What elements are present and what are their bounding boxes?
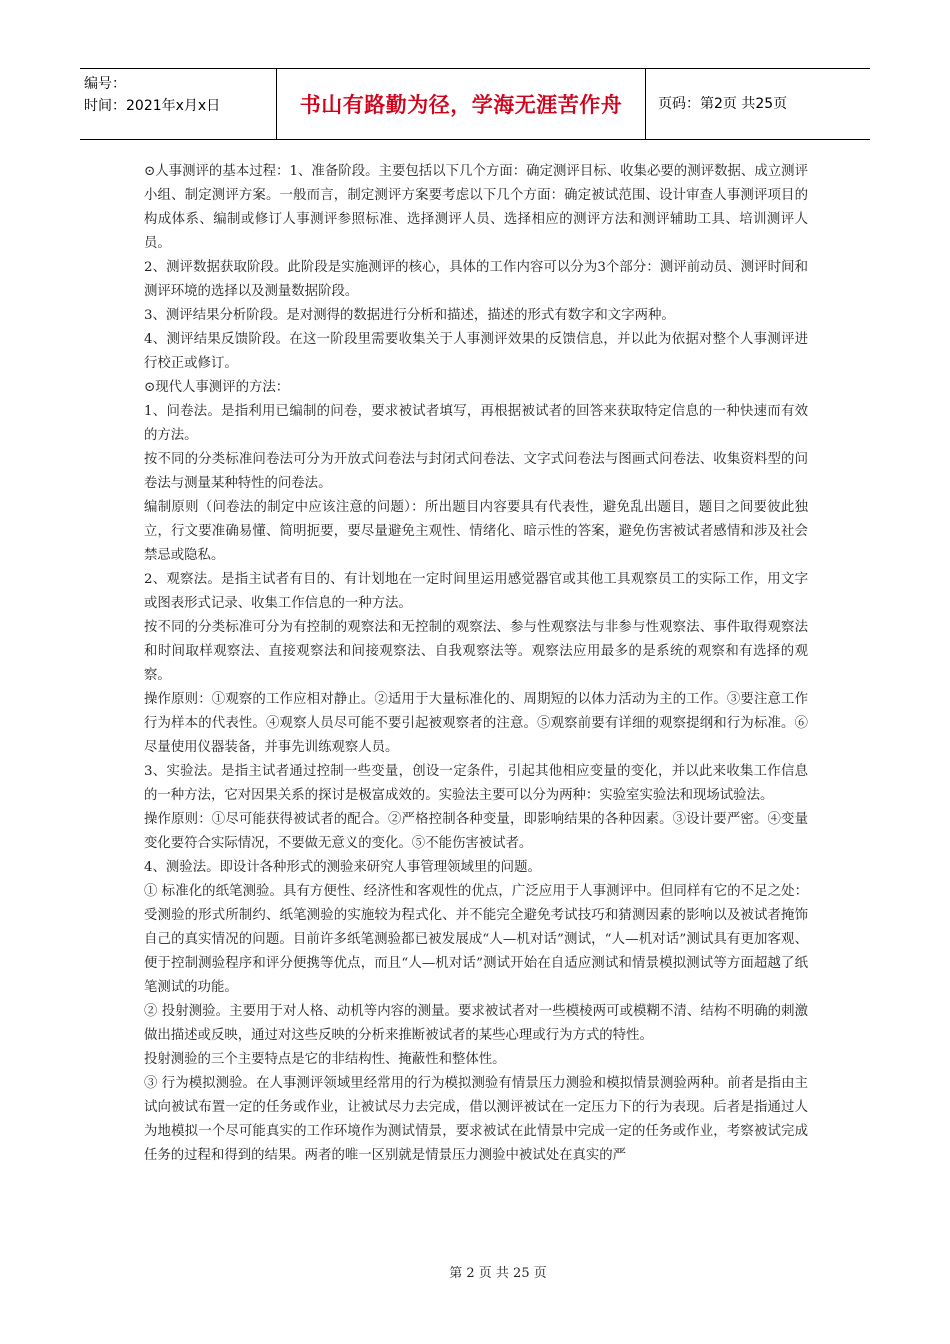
body-paragraph: 2、测评数据获取阶段。此阶段是实施测评的核心，具体的工作内容可以分为3个部分：测评前动员、测评时间和测评环境的选择以及测量数据阶段。 [144, 260, 808, 299]
document-number-label: 编号： [84, 76, 126, 92]
body-paragraph: ② 投射测验。主要用于对人格、动机等内容的测量。要求被试者对一些模棱两可或模糊不清、结构不明确的刺激做出描述或反映，通过对这些反映的分析来推断被试者的某些心理或行为方式的特性。 [144, 1004, 808, 1043]
body-paragraph: ⊙现代人事测评的方法： [144, 380, 290, 395]
body-paragraph: 按不同的分类标准问卷法可分为开放式问卷法与封闭式问卷法、文字式问卷法与图画式问卷法、收集资料型的问卷法与测量某种特性的问卷法。 [144, 452, 808, 491]
body-paragraph: 投射测验的三个主要特点是它的非结构性、掩蔽性和整体性。 [144, 1052, 506, 1067]
header-meta [84, 73, 274, 117]
document-date-label: 时间：2021年x月x日 [84, 98, 221, 114]
body-paragraph: 编制原则（问卷法的制定中应该注意的问题）：所出题目内容要具有代表性，避免乱出题目，题目之间要彼此独立，行文要准确易懂、简明扼要，要尽量避免主观性、情绪化、暗示性的答案，避免伤害被试者感情和涉及社会禁忌或隐私。 [144, 500, 808, 563]
body-paragraph: 按不同的分类标准可分为有控制的观察法和无控制的观察法、参与性观察法与非参与性观察法、事件取得观察法和时间取样观察法、直接观察法和间接观察法、自我观察法等。观察法应用最多的是系统的观察和有选择的观察。 [144, 620, 808, 683]
body-paragraph: 操作原则：①观察的工作应相对静止。②适用于大量标准化的、周期短的以体力活动为主的工作。③要注意工作行为样本的代表性。④观察人员尽可能不要引起被观察者的注意。⑤观察前要有详细的观察提纲和行为标准。⑥尽量使用仪器装备，并事先训练观察人员。 [144, 692, 808, 755]
body-paragraph: 2、观察法。是指主试者有目的、有计划地在一定时间里运用感觉器官或其他工具观察员工的实际工作，用文字或图表形式记录、收集工作信息的一种方法。 [144, 572, 808, 611]
document-body [144, 160, 808, 1168]
header-page-info: 页码：第2页 共25页 [658, 96, 788, 112]
body-paragraph: 操作原则：①尽可能获得被试者的配合。②严格控制各种变量，即影响结果的各种因素。③设计要严密。④变量变化要符合实际情况，不要做无意义的变化。⑤不能伤害被试者。 [144, 812, 808, 851]
body-paragraph: ① 标准化的纸笔测验。具有方便性、经济性和客观性的优点，广泛应用于人事测评中。但同样有它的不足之处：受测验的形式所制约、纸笔测验的实施较为程式化、并不能完全避免考试技巧和猜测因素的影响以及被试者掩饰自己的真实情况的问题。目前许多纸笔测验都已被发展成“人—机对话”测试，“人—机对话”测试具有更加客观、便于控制测验程序和评分便携等优点，而且“人—机对话”测试开始在自适应测试和情景模拟测试等方面超越了纸笔测试的功能。 [144, 884, 808, 995]
body-paragraph: 3、测评结果分析阶段。是对测得的数据进行分析和描述，描述的形式有数字和文字两种。 [144, 308, 675, 323]
page-footer: 第 2 页 共 25 页 [449, 1266, 547, 1281]
body-paragraph: 1、问卷法。是指利用已编制的问卷，要求被试者填写，再根据被试者的回答来获取特定信息的一种快速而有效的方法。 [144, 404, 808, 443]
body-paragraph: 3、实验法。是指主试者通过控制一些变量，创设一定条件，引起其他相应变量的变化，并以此来收集工作信息的一种方法，它对因果关系的探讨是极富成效的。实验法主要可以分为两种：实验室实验法和现场试验法。 [144, 764, 808, 803]
body-paragraph: 4、测验法。即设计各种形式的测验来研究人事管理领域里的问题。 [144, 860, 541, 875]
body-paragraph: ⊙人事测评的基本过程：1、准备阶段。主要包括以下几个方面：确定测评目标、收集必要的测评数据、成立测评小组、制定测评方案。一般而言，制定测评方案要考虑以下几个方面：确定被试范围、设计审查人事测评项目的构成体系、编制或修订人事测评参照标准、选择测评人员、选择相应的测评方法和测评辅助工具、培训测评人员。 [144, 164, 808, 251]
body-paragraph: ③ 行为模拟测验。在人事测评领域里经常用的行为模拟测验有情景压力测验和模拟情景测验两种。前者是指由主试向被试布置一定的任务或作业，让被试尽力去完成，借以测评被试在一定压力下的行为表现。后者是指通过人为地模拟一个尽可能真实的工作环境作为测试情景，要求被试在此情景中完成一定的任务或作业，考察被试完成任务的过程和得到的结果。两者的唯一区别就是情景压力测验中被试处在真实的严 [144, 1076, 808, 1163]
page-header [80, 68, 870, 140]
body-paragraph: 4、测评结果反馈阶段。在这一阶段里需要收集关于人事测评效果的反馈信息，并以此为依据对整个人事测评进行校正或修订。 [144, 332, 808, 371]
header-motto: 书山有路勤为径，学海无涯苦作舟 [276, 69, 646, 139]
